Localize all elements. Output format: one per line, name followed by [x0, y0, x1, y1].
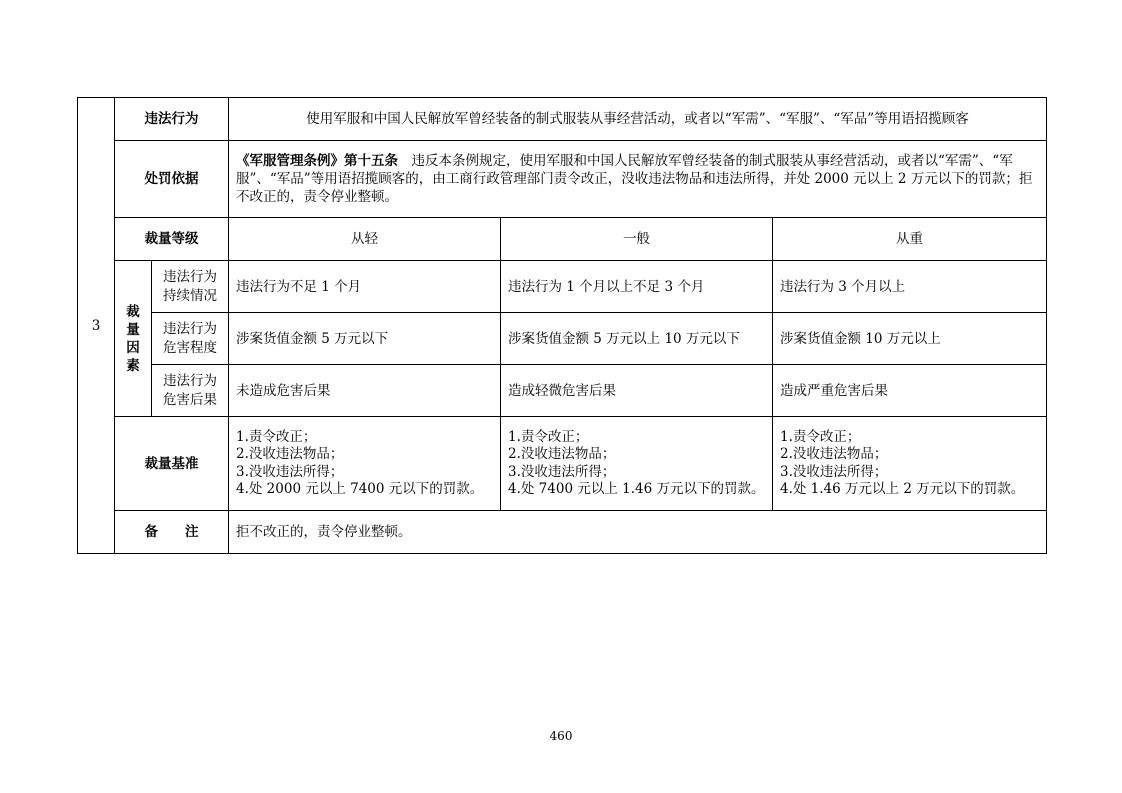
factor-value: 未造成危害后果 [229, 365, 501, 417]
factor-label-duration: 违法行为 持续情况 [152, 261, 229, 313]
level-light: 从轻 [229, 218, 501, 261]
remarks-label: 备 注 [115, 511, 229, 554]
standard-normal: 1.责令改正； 2.没收违法物品； 3.没收违法所得； 4.处 7400 元以上 1.46 万元以下的罚款。 [501, 417, 773, 511]
illegal-act-row [78, 98, 1047, 141]
factor-label-harm-consequence: 违法行为 危害后果 [152, 365, 229, 417]
level-normal: 一般 [501, 218, 773, 261]
factor-value: 违法行为不足 1 个月 [229, 261, 501, 313]
factor-value: 涉案货值金额 10 万元以上 [773, 313, 1047, 365]
penalty-basis-text: 违反本条例规定，使用军服和中国人民解放军曾经装备的制式服装从事经营活动，或者以“军需”、“军服”、“军品”等用语招揽顾客的，由工商行政管理部门责令改正，没收违法物品和违法所得，并处 2000 元以上 2 万元以下的罚款；拒不改正的，责令停业整顿。 [236, 153, 1033, 205]
discretion-standard-label: 裁量基准 [115, 417, 229, 511]
factor-row [78, 313, 1047, 365]
page-number: 460 [549, 729, 573, 743]
standard-heavy: 1.责令改正； 2.没收违法物品； 3.没收违法所得； 4.处 1.46 万元以上 2 万元以下的罚款。 [773, 417, 1047, 511]
remarks-text: 拒不改正的，责令停业整顿。 [229, 511, 1047, 554]
factor-value: 违法行为 1 个月以上不足 3 个月 [501, 261, 773, 313]
illegal-act-label: 违法行为 [115, 98, 229, 141]
standard-light: 1.责令改正； 2.没收违法物品； 3.没收违法所得； 4.处 2000 元以上 7400 元以下的罚款。 [229, 417, 501, 511]
penalty-basis-label: 处罚依据 [115, 141, 229, 218]
factor-value: 涉案货值金额 5 万元以上 10 万元以下 [501, 313, 773, 365]
factor-row [78, 365, 1047, 417]
factor-row [78, 261, 1047, 313]
factor-value: 造成轻微危害后果 [501, 365, 773, 417]
factor-value: 造成严重危害后果 [773, 365, 1047, 417]
discretion-factors-group-label: 裁 量 因 素 [115, 261, 152, 417]
penalty-basis-cell [229, 141, 1047, 218]
level-heavy: 从重 [773, 218, 1047, 261]
penalty-discretion-table [77, 97, 1047, 554]
remarks-row [78, 511, 1047, 554]
factor-value: 违法行为 3 个月以上 [773, 261, 1047, 313]
penalty-basis-row [78, 141, 1047, 218]
row-number-cell: 3 [78, 98, 115, 554]
law-title: 《军服管理条例》第十五条 [236, 153, 398, 169]
factor-value: 涉案货值金额 5 万元以下 [229, 313, 501, 365]
illegal-act-text: 使用军服和中国人民解放军曾经装备的制式服装从事经营活动，或者以“军需”、“军服”、“军品”等用语招揽顾客 [229, 98, 1047, 141]
discretion-standard-row [78, 417, 1047, 511]
discretion-level-row [78, 218, 1047, 261]
factor-label-harm-degree: 违法行为 危害程度 [152, 313, 229, 365]
discretion-level-label: 裁量等级 [115, 218, 229, 261]
